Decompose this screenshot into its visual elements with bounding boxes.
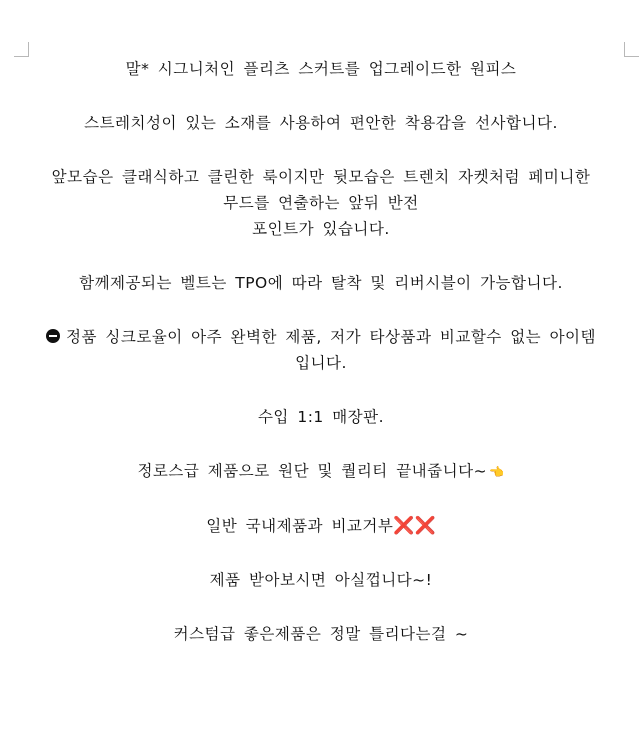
paragraph-belt	[28, 270, 614, 296]
text-line: 앞모습은 클래식하고 클린한 룩이지만 뒷모습은 트렌치 자켓처럼 페미니한	[51, 168, 591, 186]
text-line: 스트레치성이 있는 소재를 사용하여 편안한 착용감을 선사합니다.	[84, 114, 558, 132]
text-line: 포인트가 있습니다.	[252, 220, 390, 238]
paragraph-import	[28, 404, 614, 430]
paragraph-fabric	[28, 458, 614, 485]
pointing-hand-icon: 👈	[489, 465, 505, 479]
text-line: 입니다.	[295, 354, 347, 372]
text-line-with-icon	[28, 458, 614, 485]
paragraph-title	[28, 56, 614, 82]
paragraph-closing	[28, 621, 614, 647]
crop-mark-top-left	[14, 42, 29, 57]
text-line: 커스텀급 좋은제품은 정말 틀리다는걸 ~	[173, 625, 469, 643]
text-line: 무드를 연출하는 앞뒤 반전	[223, 194, 419, 212]
paragraph-compare	[28, 513, 614, 539]
text-line: 제품 받아보시면 아실껍니다~!	[209, 571, 433, 589]
paragraph-quality	[28, 324, 614, 376]
text-line: 정로스급 제품으로 원단 및 퀄리티 끝내줍니다~	[137, 462, 488, 480]
text-line-with-icon	[28, 324, 614, 350]
paragraph-design	[28, 164, 614, 242]
no-entry-icon	[46, 329, 60, 343]
text-line-with-icon	[28, 513, 614, 539]
paragraph-material	[28, 110, 614, 136]
paragraph-receive	[28, 567, 614, 593]
text-line: 함께제공되는 벨트는 TPO에 따라 탈착 및 리버시블이 가능합니다.	[79, 274, 563, 292]
crop-mark-top-right	[624, 42, 639, 57]
document-body	[28, 56, 614, 675]
text-line: 말* 시그니처인 플리츠 스커트를 업그레이드한 원피스	[125, 60, 517, 78]
text-line: 수입 1:1 매장판.	[257, 408, 385, 426]
cross-mark-icon: ❌❌	[393, 516, 436, 536]
text-line: 정품 싱크로율이 아주 완벽한 제품, 저가 타상품과 비교할수 없는 아이템	[66, 328, 596, 346]
text-line: 일반 국내제품과 비교거부	[206, 517, 394, 535]
